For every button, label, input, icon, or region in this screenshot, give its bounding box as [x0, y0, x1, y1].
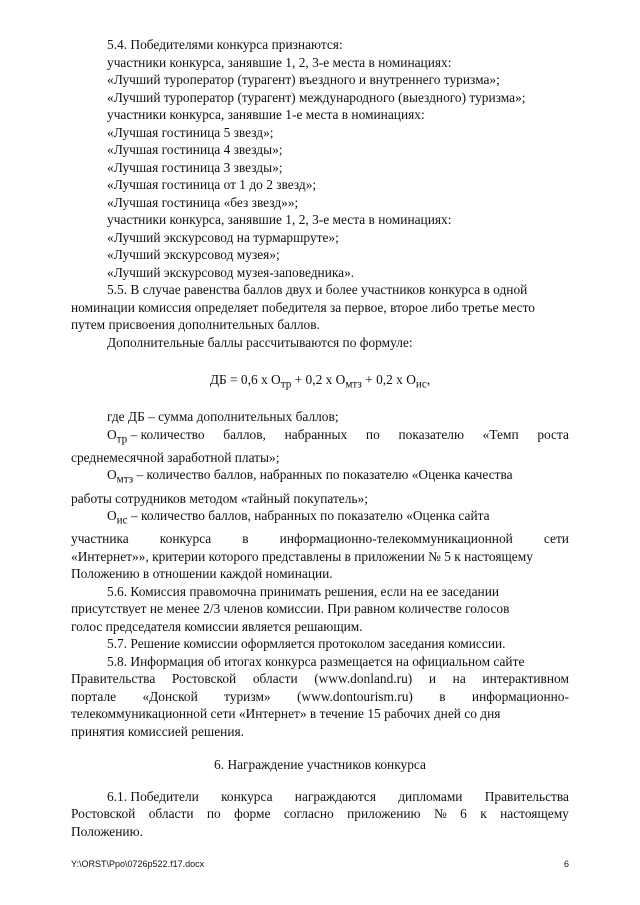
text-line: участники конкурса, занявшие 1-е места в номинациях: — [107, 107, 425, 122]
word: награждаются — [294, 788, 376, 804]
text-line: участники конкурса, занявшие 1, 2, 3-е места в номинациях: — [107, 212, 452, 227]
link-text-dontourism: (www.dontourism.ru) — [296, 688, 413, 704]
text-line: «Лучшая гостиница 5 звезд»; — [107, 124, 274, 140]
word: форме — [234, 806, 271, 822]
text-line: «Лучший туроператор (турагент) международного (выездного) туризма»; — [107, 89, 526, 105]
text-line: «Интернет»», критерии которого представлены в приложении № 5 к настоящему — [71, 548, 533, 564]
word: роста — [537, 426, 569, 442]
word: Ростовской — [171, 671, 237, 687]
word: баллов, — [223, 426, 266, 442]
bonus-formula: ДБ = 0,6 х $О_{тр} + 0,2$ х $О_{мтз} + 0,2$ х $О_{ис}$, — [209, 372, 431, 391]
otr-symbol: $О_{тр}$ – количество — [107, 426, 205, 446]
word: участника — [71, 531, 129, 547]
text-line: где ДБ – сумма дополнительных баллов; — [107, 409, 339, 425]
word: информационно-телекоммуникационной — [279, 531, 513, 547]
word: конкурса — [159, 531, 212, 547]
omtz-definition-line: $О_{мтз}$ – количество баллов, набранных по показателю «Оценка качества — [107, 467, 513, 487]
word: на — [452, 671, 466, 687]
word: дипломами — [398, 788, 463, 804]
word: по — [206, 806, 221, 822]
word: настоящему — [500, 806, 569, 822]
text-line: работы сотрудников методом «тайный покупатель»; — [71, 490, 368, 506]
otr-definition-line — [71, 426, 569, 449]
text-line: Дополнительные баллы рассчитываются по формуле: — [107, 334, 413, 350]
word: по — [365, 426, 380, 442]
word: в — [242, 531, 249, 547]
word: 6 — [460, 806, 467, 822]
word: «Донской — [142, 688, 198, 704]
clause-6-1-line — [71, 788, 569, 806]
clause-5-5-line: 5.5. В случае равенства баллов двух и более участников конкурса в одной — [107, 282, 528, 297]
word: конкурса — [221, 788, 273, 804]
text-line: принятия комиссией решения. — [71, 723, 245, 739]
text-line: телекоммуникационной сети «Интернет» в течение 15 рабочих дней со дня — [71, 706, 501, 722]
text-line: Положению в отношении каждой номинации. — [71, 566, 333, 582]
text-line: «Лучший экскурсовод на турмаршруте»; — [107, 229, 339, 245]
word: к — [480, 806, 487, 822]
word: и — [428, 671, 437, 687]
word: 6.1. Победители — [107, 788, 199, 804]
word: показателю — [398, 426, 464, 442]
text-line: среднемесячной заработной платы»; — [71, 449, 280, 465]
page-footer — [71, 856, 569, 874]
word: Правительства — [484, 788, 569, 804]
text-line: голос председателя комиссии является решающим. — [71, 618, 363, 634]
word: туризм» — [224, 688, 271, 704]
word: набранных — [284, 426, 348, 442]
word: согласно — [283, 806, 334, 822]
text-line: Положению. — [71, 823, 143, 839]
text-line: участники конкурса, занявшие 1, 2, 3-е места в номинациях: — [107, 54, 452, 70]
text-line: путем присвоения дополнительных баллов. — [71, 317, 320, 332]
text-line: «Лучшая гостиница 3 звезды»; — [107, 159, 283, 175]
word: интерактивном — [482, 671, 569, 687]
word: портале — [71, 688, 117, 704]
justified-line — [71, 805, 569, 823]
justified-line — [71, 688, 569, 706]
clause-5-7: 5.7. Решение комиссии оформляется протоколом заседания комиссии. — [107, 636, 506, 652]
document-body — [71, 36, 569, 840]
text-line: «Лучший экскурсовод музея-заповедника». — [107, 264, 355, 280]
text-line: «Лучшая гостиница «без звезд»»; — [107, 194, 299, 210]
text-line: «Лучшая гостиница 4 звезды»; — [107, 142, 283, 157]
text-line: присутствует не менее 2/3 членов комиссии. При равном количестве голосов — [71, 601, 510, 617]
word: области — [148, 806, 194, 822]
text-line: «Лучший туроператор (турагент) въездного и внутреннего туризма»; — [107, 72, 500, 87]
clause-5-4-title: 5.4. Победителями конкурса признаются: — [107, 37, 343, 52]
page-number: 6 — [563, 859, 569, 869]
ois-definition-line: $О_{ис}$ – количество баллов, набранных по показателю «Оценка сайта — [107, 508, 490, 527]
word: сети — [543, 531, 569, 547]
word: информационно- — [471, 688, 569, 704]
word: Правительства — [71, 671, 156, 687]
word: Ростовской — [71, 806, 136, 822]
word: «Темп — [482, 426, 519, 442]
text-line: «Лучший экскурсовод музея»; — [107, 247, 280, 262]
justified-line — [71, 530, 569, 548]
text-line: номинации комиссия определяет победителя за первое, второе либо третье место — [71, 299, 535, 315]
section-6-heading: 6. Награждение участников конкурса — [214, 757, 426, 773]
text-line: «Лучшая гостиница от 1 до 2 звезд»; — [107, 177, 317, 192]
clause-5-8-line: 5.8. Информация об итогах конкурса размещается на официальном сайте — [107, 653, 525, 669]
word: области — [252, 671, 298, 687]
word: № — [433, 806, 447, 822]
word: приложению — [347, 806, 421, 822]
file-path: Y:\ORST\Ppo\0726p522.f17.docx — [71, 859, 205, 869]
word: в — [439, 688, 446, 704]
clause-5-6-line: 5.6. Комиссия правомочна принимать решения, если на ее заседании — [107, 583, 500, 599]
link-text-donland: (www.donland.ru) — [314, 671, 413, 687]
justified-line — [71, 670, 569, 688]
